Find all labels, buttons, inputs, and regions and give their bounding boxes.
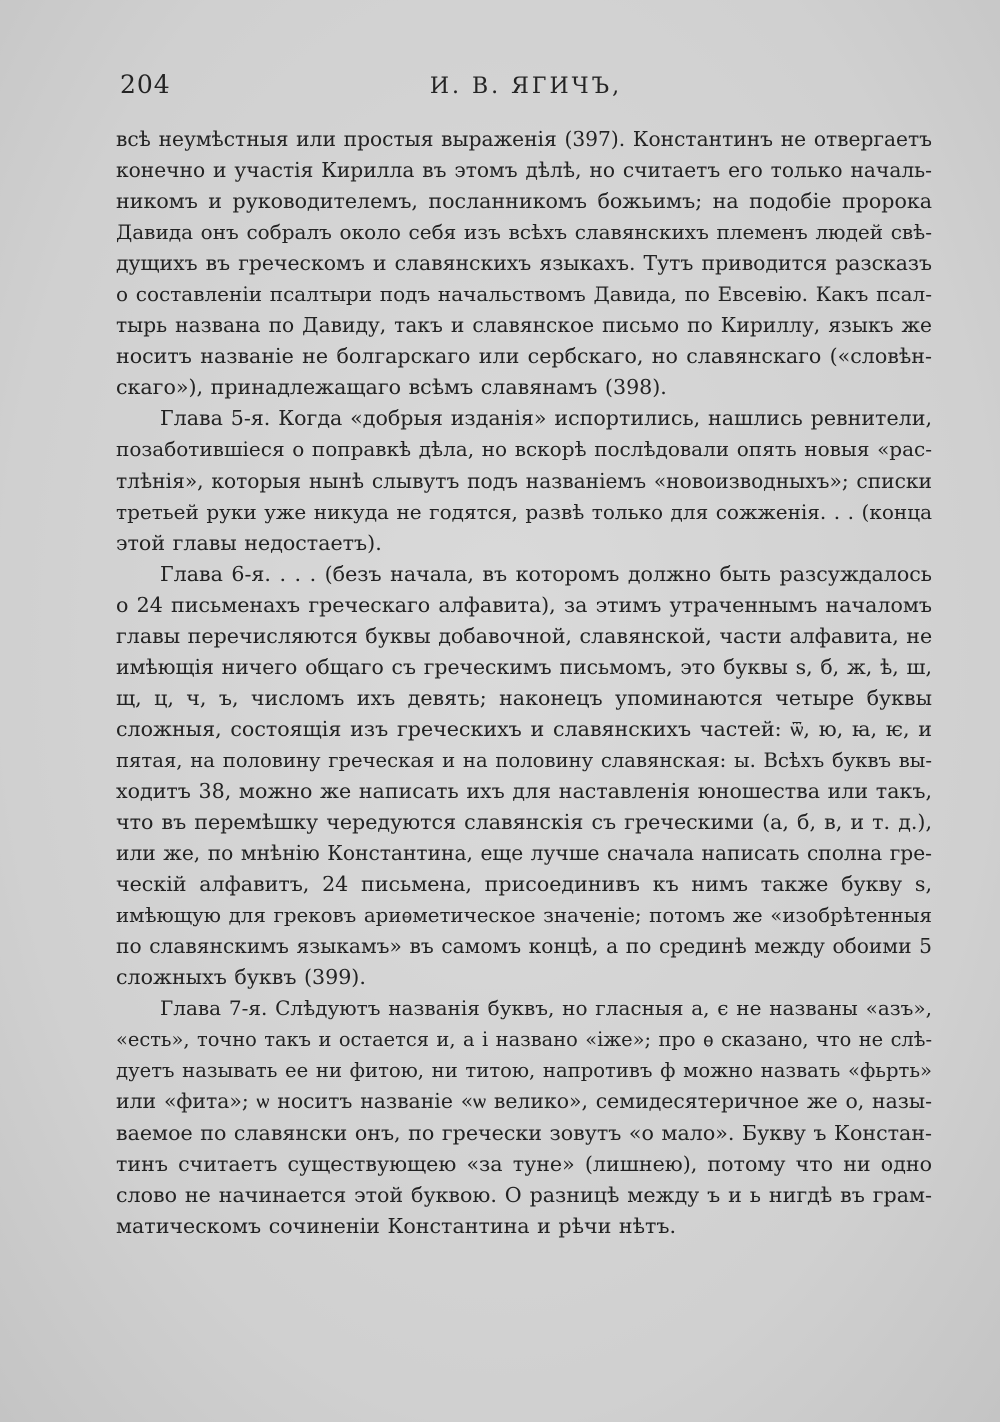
body-text [116,124,932,1242]
text-line: скаго»), принадлежащаго всѣмъ славянамъ (398). [116,375,667,400]
text-line: дуетъ называть ее ни фитою, ни титою, напротивъ ф можно назвать «фьрть» [116,1059,932,1083]
text-line: тлѣнія», которыя нынѣ слывутъ подъ названіемъ «новоизводныхъ»; списки [116,468,932,493]
text-line: о 24 письменахъ греческаго алфавита), за этимъ утраченнымъ началомъ [116,592,932,617]
text-line: пятая, на половину греческая и на половину славянская: ы. Всѣхъ буквъ вы- [116,748,932,772]
text-line: сложныя, состоящія изъ греческихъ и славянскихъ частей: ѿ, ю, ꙗ, ѥ, и [116,716,932,741]
text-line: сложныхъ буквъ (399). [116,965,366,990]
text-line: ческій алфавитъ, 24 письмена, присоединивъ къ нимъ также букву ѕ, [116,872,932,897]
page-number: 204 [120,70,171,99]
text-line: ваемое по славянски онъ, по гречески зовутъ «о мало». Букву ъ Констан- [116,1120,932,1145]
text-line: носитъ названіе не болгарскаго или сербскаго, но славянскаго («словѣн- [116,344,932,369]
text-line: что въ перемѣшку чередуются славянскія съ греческими (а, б, в, и т. д.), [116,810,932,835]
text-line: или же, по мнѣнію Константина, еще лучше сначала написать сполна гре- [116,841,932,866]
text-line: слово не начинается этой буквою. О разницѣ между ъ и ь нигдѣ въ грам- [116,1182,932,1207]
text-line: Глава 6-я. . . . (безъ начала, въ которомъ должно быть разсуждалось [160,561,932,586]
page-header [120,70,932,110]
text-line: имѣющія ничего общаго съ греческимъ письмомъ, это буквы ѕ, б, ж, ѣ, ш, [116,654,932,679]
text-line: щ, ц, ч, ъ, числомъ ихъ девять; наконецъ упоминаются четыре буквы [116,685,932,710]
text-line: конечно и участія Кирилла въ этомъ дѣлѣ, но считаетъ его только началь- [116,158,932,183]
running-head: И. В. ЯГИЧЪ, [429,74,623,99]
text-line: Глава 5-я. Когда «добрыя изданія» испортились, нашлись ревнители, [160,406,932,431]
text-line: всѣ неумѣстныя или простыя выраженія (397). Константинъ не отвергаетъ [116,127,932,151]
text-line: никомъ и руководителемъ, посланникомъ божьимъ; на подобіе пророка [116,189,932,214]
text-line: ходитъ 38, можно же написать ихъ для наставленія юношества или такъ, [116,778,932,803]
text-line: Глава 7-я. Слѣдуютъ названія буквъ, но гласныя а, є не названы «азъ», [160,996,932,1021]
text-line: тырь названа по Давиду, такъ и славянское письмо по Кириллу, языкъ же [116,313,932,338]
text-line: Давида онъ собралъ около себя изъ всѣхъ славянскихъ племенъ людей свѣ- [116,220,932,245]
text-line: матическомъ сочиненіи Константина и рѣчи нѣтъ. [116,1213,677,1238]
text-line: дущихъ въ греческомъ и славянскихъ языкахъ. Тутъ приводится разсказъ [116,251,932,276]
text-line: главы перечисляются буквы добавочной, славянской, части алфавита, не [116,623,932,648]
text-line: о составленіи псалтыри подъ начальствомъ Давида, по Евсевію. Какъ псал- [116,282,932,307]
text-line: этой главы недостаетъ). [116,530,382,555]
text-line: третьей руки уже никуда не годятся, развѣ только для сожженія. . . (конца [116,499,932,524]
text-line: по славянскимъ языкамъ» въ самомъ концѣ, а по срединѣ между обоими 5 [116,934,932,959]
text-line: имѣющую для грековъ ариѳметическое значеніе; потомъ же «изобрѣтенныя [116,904,932,928]
text-line: позаботившіеся о поправкѣ дѣла, но вскорѣ послѣдовали опять новыя «рас- [116,437,932,462]
text-line: тинъ считаетъ существующею «за туне» (лишнею), потому что ни одно [116,1151,932,1176]
text-line: «есть», точно такъ и остается и, а і названо «іже»; про ѳ сказано, что не слѣ- [116,1028,932,1052]
text-line: или «фита»; ѡ носитъ названіе «ѡ велико», семидесятеричное же о, назы- [116,1089,932,1114]
